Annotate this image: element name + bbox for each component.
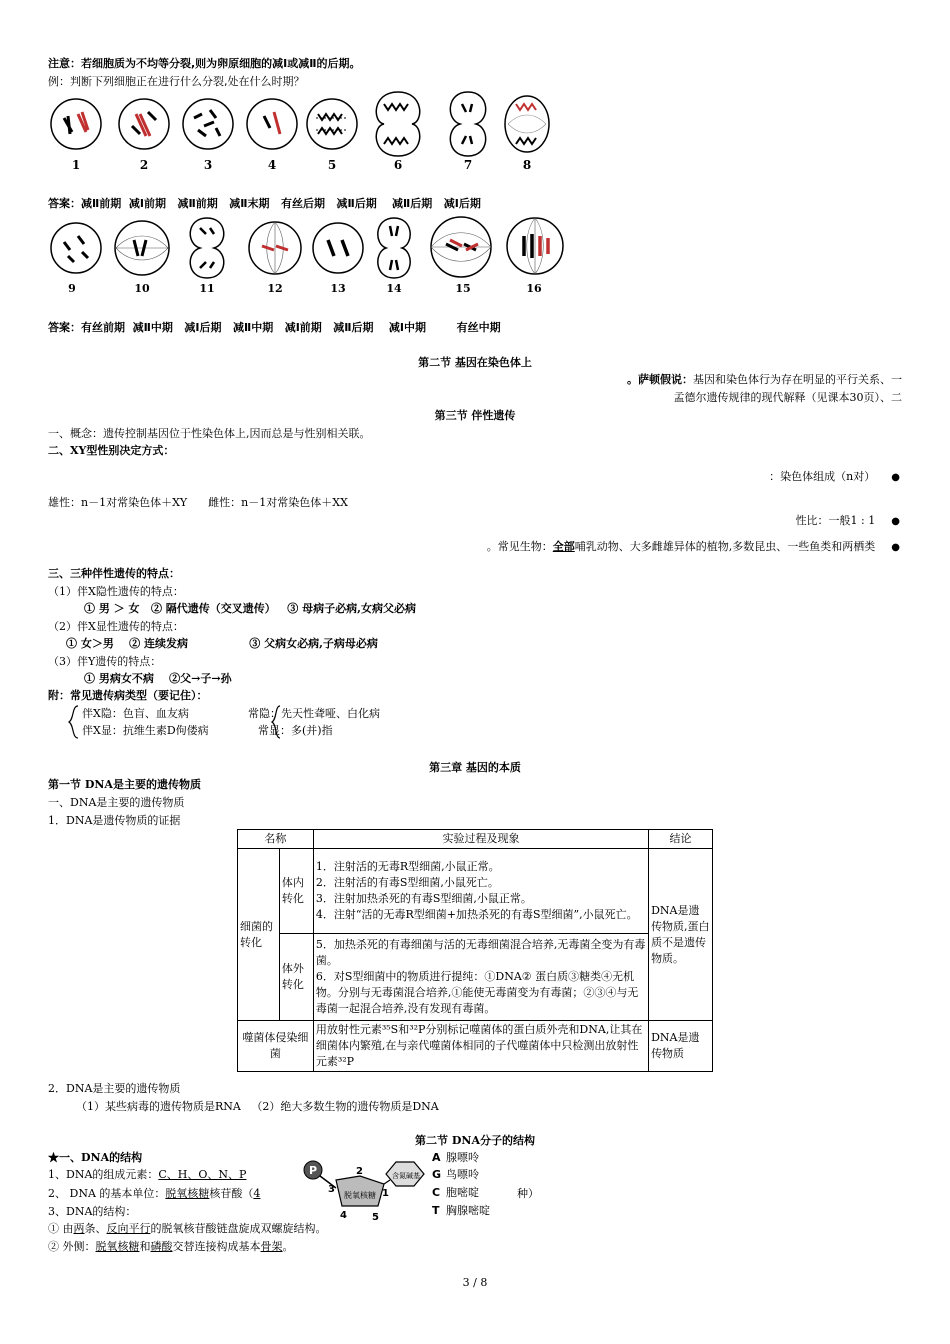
common-org-label: 。常见生物： <box>486 540 553 553</box>
s2-s2-end: 。 <box>282 1240 294 1253</box>
table-cell-group2: 噬菌体侵染细菌 <box>238 1021 314 1072</box>
table-header-conclusion: 结论 <box>649 830 713 849</box>
table-row <box>238 934 713 1021</box>
s2-s2-pre: ② 外侧： <box>48 1240 96 1253</box>
cell-5-label: 5 <box>327 158 337 172</box>
table-cell-conclusion2: DNA是遗传物质 <box>649 1021 713 1072</box>
bullet-icon: ● <box>891 516 900 527</box>
table-cell-invivo-text <box>313 849 648 934</box>
table-cell-invitro-text <box>313 934 648 1021</box>
s2-s1-mid: 条、 <box>84 1222 107 1235</box>
table-cell-conclusion1: DNA是遗传物质,蛋白质不是遗传物质。 <box>649 849 713 1021</box>
cell-15-diagram <box>428 214 494 280</box>
table-cell-invivo: 体内转化 <box>279 849 313 934</box>
cell-10-diagram <box>112 218 172 278</box>
section3-title: 第三节 伴性遗传 <box>434 409 516 422</box>
chrom-comp-line <box>769 469 900 485</box>
s2-s2-bone: 骨架 <box>260 1240 283 1253</box>
invitro-step-5: 5．加热杀死的有毒细菌与活的无毒细菌混合培养,无毒菌全变为有毒菌。 <box>315 938 646 967</box>
s2-s2-and: 和 <box>139 1240 151 1253</box>
example-line: 例：判断下列细胞正在进行什么分裂,处在什么时期？ <box>48 75 305 88</box>
phosphate-label: P <box>309 1164 318 1177</box>
s2-s2-mid: 交替连接构成基本 <box>172 1240 261 1253</box>
cell-8-label: 8 <box>522 158 532 172</box>
dna-main-2: 2．DNA是主要的遗传物质 <box>48 1082 181 1095</box>
appendix-title: 附：常见遗传病类型（要记住）： <box>48 689 208 702</box>
cell-15-label: 15 <box>455 282 471 295</box>
base-letter: G <box>432 1168 442 1181</box>
cell-11-diagram <box>184 216 230 280</box>
disease-ad: 常显：多(并)指 <box>258 724 333 737</box>
s2-s2-phos: 磷酸 <box>150 1240 173 1253</box>
male-female-line: 雄性：n－1对常染色体＋XY 雌性：n－1对常染色体＋XX <box>48 496 348 509</box>
sex-ratio: 性比：一般1 : 1 <box>795 514 876 527</box>
base-letter: A <box>432 1151 441 1164</box>
cell-12-diagram <box>246 218 304 278</box>
cell-7-diagram <box>444 90 492 158</box>
xy-title: 二、XY型性别决定方式： <box>48 444 175 457</box>
invivo-step-4: 4．注射“活的无毒R型细菌+加热杀死的有毒S型细菌”,小鼠死亡。 <box>315 908 638 921</box>
s2-unit-line <box>48 1186 260 1201</box>
table-cell-phage-text: 用放射性元素³⁵S和³²P分别标记噬菌体的蛋白质外壳和DNA,让其在细菌体内繁殖,在与亲代噬菌体相同的子代噬菌体中只检测出放射性元素³²P <box>313 1021 648 1072</box>
base-item-t <box>432 1203 490 1218</box>
cell-7-label: 7 <box>463 158 473 172</box>
s2-unit: 脱氧核糖 <box>165 1187 210 1200</box>
three-title: 三、三种伴性遗传的特点： <box>48 567 180 580</box>
cell-3-diagram <box>180 96 236 152</box>
sutton-line1 <box>627 372 902 387</box>
s2-s2-sugar: 脱氧核糖 <box>95 1240 140 1253</box>
cell-2-label: 2 <box>139 158 149 172</box>
note-line: 注意：若细胞质为不均等分裂,则为卵原细胞的减Ⅰ或减Ⅱ的后期。 <box>48 57 361 70</box>
base-label: 含氮碱基 <box>392 1172 420 1180</box>
table-cell-invitro: 体外转化 <box>279 934 313 1021</box>
sutton-label: 。萨顿假说： <box>627 373 693 386</box>
s2-s1-line <box>48 1221 327 1236</box>
ch3-section1-title: 第一节 DNA是主要的遗传物质 <box>48 778 201 791</box>
cell-8-diagram <box>502 92 552 156</box>
base-item-a <box>432 1150 479 1165</box>
xr-title: （1）伴X隐性遗传的特点： <box>48 585 184 598</box>
cell-6-diagram <box>372 90 424 158</box>
base-item-g <box>432 1167 479 1182</box>
s2-elements-line <box>48 1167 246 1182</box>
concept-line: 一、概念：遗传控制基因位于性染色体上,因而总是与性别相关联。 <box>48 427 371 440</box>
disease-xr: 伴X隐：色盲、血友病 <box>82 707 189 720</box>
cell-14-diagram <box>372 216 416 280</box>
cell-2-diagram <box>116 96 172 152</box>
sugar-label: 脱氧核糖 <box>344 1191 376 1200</box>
chrom-comp: ：染色体组成（n对） <box>769 470 876 483</box>
base-name: 胞嘧啶 <box>446 1186 479 1199</box>
s2-title: 第二节 DNA分子的结构 <box>415 1134 535 1147</box>
sex-ratio-line <box>796 513 900 529</box>
cell-16-diagram <box>504 214 566 278</box>
cell-14-label: 14 <box>386 282 402 295</box>
table-header-process: 实验过程及现象 <box>313 830 648 849</box>
s2-unit-num: 4 <box>253 1187 261 1200</box>
cell-6-label: 6 <box>393 158 403 172</box>
page-number: 3 / 8 <box>462 1276 488 1289</box>
s2-s1-anti: 反向平行 <box>106 1222 151 1235</box>
carbon-3-label: 3 <box>328 1184 335 1195</box>
table-header-row <box>238 830 713 849</box>
chapter3-title: 第三章 基因的本质 <box>429 761 521 774</box>
s2-struct: ★一、DNA的结构 <box>48 1151 143 1164</box>
cell-4-diagram <box>244 96 300 152</box>
sutton-text: 基因和染色体行为存在明显的平行关系、一 <box>693 373 902 386</box>
cell-4-label: 4 <box>267 158 277 172</box>
cell-10-label: 10 <box>134 282 150 295</box>
xd-title: （2）伴X显性遗传的特点： <box>48 620 184 633</box>
cell-12-label: 12 <box>267 282 283 295</box>
y-points: ① 男病女不病 ②父→子→孙 <box>84 672 232 685</box>
cell-13-label: 13 <box>330 282 346 295</box>
table-row <box>238 1021 713 1072</box>
nucleotide-diagram <box>300 1156 430 1224</box>
ch3-s1-b: 1．DNA是遗传物质的证据 <box>48 814 181 827</box>
base-name: 鸟嘌呤 <box>446 1168 479 1181</box>
s2-unit-mid: 核苷酸（ <box>209 1187 254 1200</box>
cell-3-label: 3 <box>203 158 213 172</box>
table-row <box>238 849 713 934</box>
s2-s1-end: 的脱氧核苷酸链盘旋成双螺旋结构。 <box>150 1222 327 1235</box>
cell-16-label: 16 <box>526 282 542 295</box>
carbon-5-label: 5 <box>372 1212 379 1223</box>
left-brace-icon <box>66 705 82 739</box>
s2-s2-line <box>48 1239 294 1254</box>
invivo-step-1: 1．注射活的无毒R型细菌,小鼠正常。 <box>315 860 500 873</box>
s2-elements: C、H、O、N、P <box>158 1168 247 1181</box>
cell-5-diagram <box>304 96 360 152</box>
y-title: （3）伴Y遗传的特点： <box>48 655 162 668</box>
disease-ar: 常隐：先天性聋哑、白化病 <box>248 707 380 720</box>
dna-evidence-table <box>237 829 713 1072</box>
s2-s1-pre: ① 由 <box>48 1222 74 1235</box>
bullet-icon: ● <box>891 472 900 483</box>
xd-points: ① 女＞男 ② 连续发病 ③ 父病女必病,子病母必病 <box>66 637 378 650</box>
base-letter: T <box>432 1204 440 1217</box>
table-cell-group1: 细菌的转化 <box>238 849 280 1021</box>
xr-points: ① 男 ＞ 女 ② 隔代遗传（交叉遗传） ③ 母病子必病,女病父必病 <box>84 602 416 615</box>
s2-unit-label: 2、 DNA 的基本单位： <box>48 1187 166 1200</box>
invivo-step-3: 3．注射加热杀死的有毒S型细菌,小鼠正常。 <box>315 892 532 905</box>
s2-struct3: 3、DNA的结构： <box>48 1205 137 1218</box>
section2-title: 第二节 基因在染色体上 <box>418 356 532 369</box>
base-name: 胸腺嘧啶 <box>446 1204 490 1217</box>
s2-s1-two: 两 <box>73 1222 85 1235</box>
cell-13-diagram <box>310 220 366 276</box>
cell-9-label: 9 <box>68 282 76 295</box>
common-org-line <box>487 539 900 555</box>
table-header-name: 名称 <box>238 830 314 849</box>
disease-xd: 伴X显：抗维生素D佝偻病 <box>82 724 209 737</box>
answer-row2: 答案：有丝前期 减Ⅱ中期 减Ⅰ后期 减Ⅱ中期 减Ⅰ前期 减Ⅱ后期 减Ⅰ中期 有丝中期 <box>48 321 501 334</box>
bullet-icon: ● <box>891 542 900 553</box>
common-org-rest: 哺乳动物、大多雌雄异体的植物,多数昆虫、一些鱼类和两栖类 <box>574 540 876 553</box>
cell-1-label: 1 <box>71 158 81 172</box>
sutton-line2: 孟德尔遗传规律的现代解释（见课本30页）、二 <box>673 391 902 404</box>
carbon-1-label: 1 <box>382 1188 389 1199</box>
common-org-all: 全部 <box>552 540 575 553</box>
base-name: 腺嘌呤 <box>446 1151 479 1164</box>
s2-unit-end: 种） <box>517 1187 539 1200</box>
carbon-2-label: 2 <box>356 1166 363 1177</box>
invivo-step-2: 2．注射活的有毒S型细菌,小鼠死亡。 <box>315 876 499 889</box>
invitro-step-6: 6．对S型细菌中的物质进行提纯：①DNA② 蛋白质③糖类④无机物。分别与无毒菌混合培养,①能使无毒菌变为有毒菌；②③④与无毒菌一起混合培养,没有发现有毒菌。 <box>315 970 639 1015</box>
cell-9-diagram <box>48 220 104 276</box>
base-item-c <box>432 1185 479 1200</box>
cell-1-diagram <box>48 96 104 152</box>
dna-main-2-detail: （1）某些病毒的遗传物质是RNA （2）绝大多数生物的遗传物质是DNA <box>76 1100 439 1113</box>
base-letter: C <box>432 1186 441 1199</box>
answer-row1: 答案：减Ⅱ前期 减Ⅰ前期 减Ⅱ前期 减Ⅱ末期 有丝后期 减Ⅱ后期 减Ⅱ后期 减Ⅰ后期 <box>48 197 481 210</box>
carbon-4-label: 4 <box>340 1210 347 1221</box>
s2-elements-label: 1、DNA的组成元素： <box>48 1168 159 1181</box>
cell-11-label: 11 <box>199 282 215 295</box>
ch3-s1-a: 一、DNA是主要的遗传物质 <box>48 796 185 809</box>
